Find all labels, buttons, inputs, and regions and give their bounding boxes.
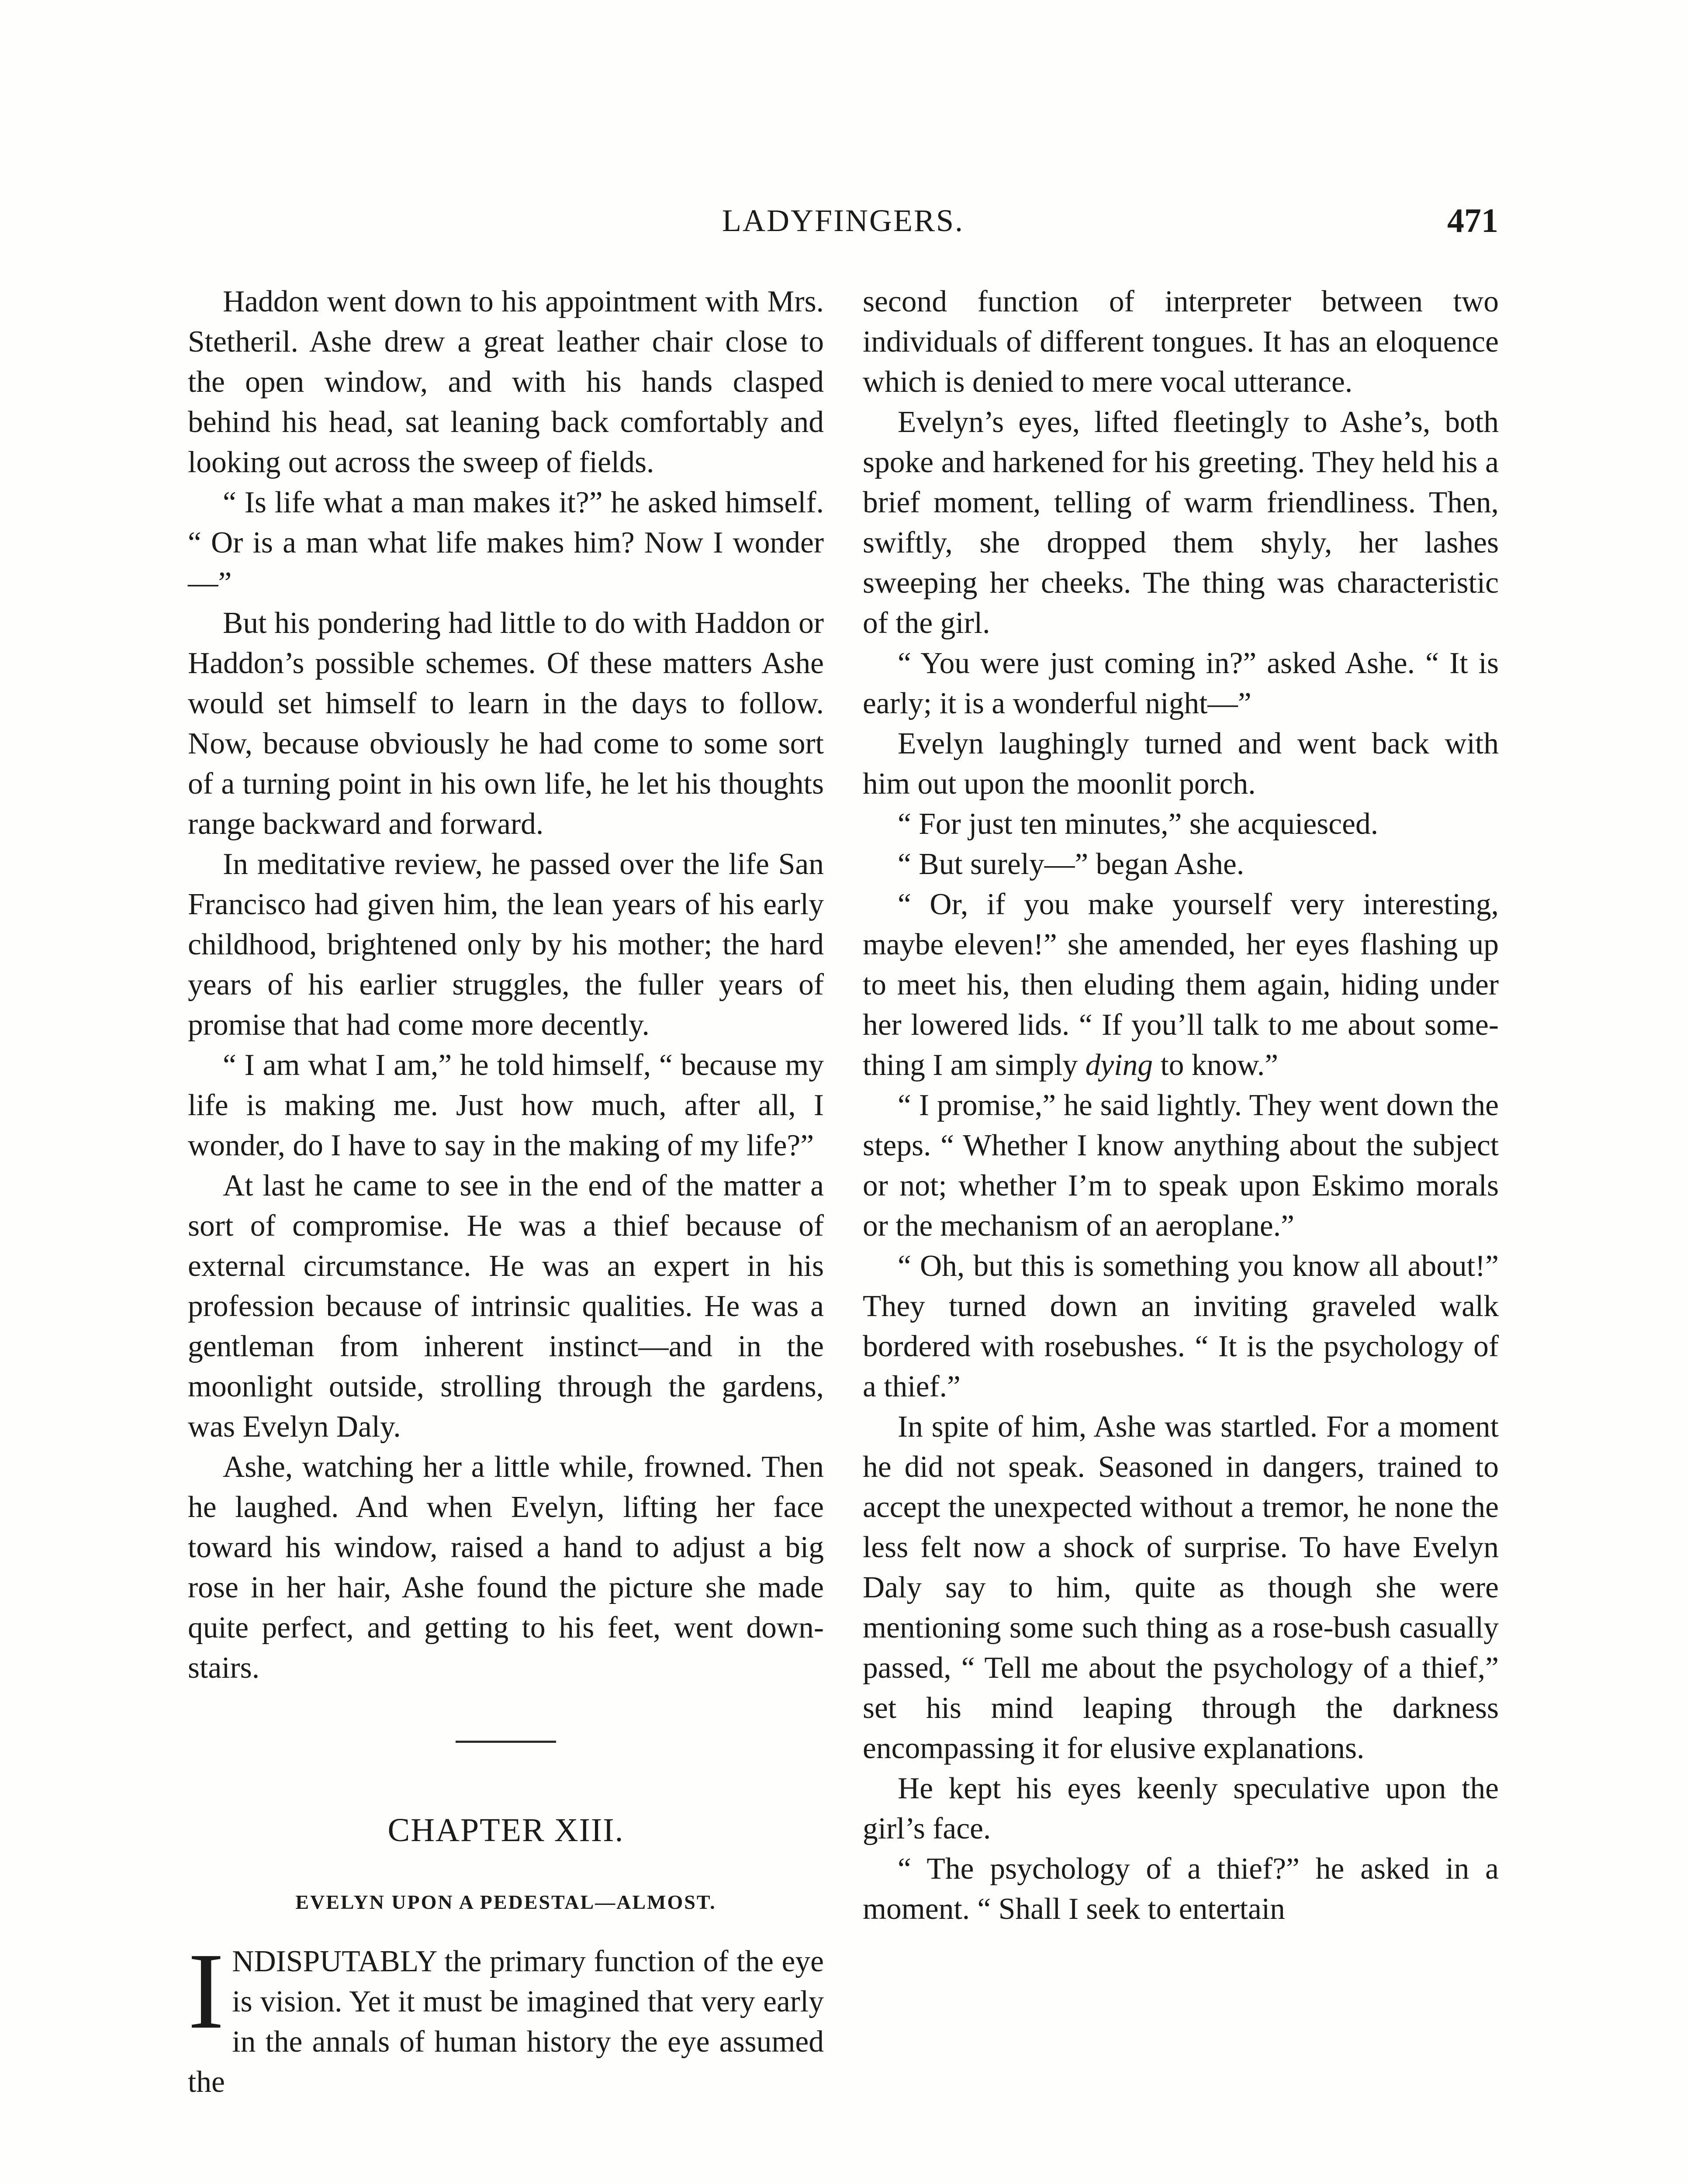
paragraph: “ For just ten minutes,” she acquiesced. xyxy=(898,807,1379,841)
section-divider xyxy=(456,1741,556,1743)
left-column xyxy=(188,282,824,2102)
paragraph: “ I promise,” he said lightly. They went down the steps. “ Whether I know anything about the subject or not; whether I’m to speak upon Eskimo morals or the mechanism of an aeroplane.” xyxy=(863,1089,1499,1243)
opening-text: NDISPUTABLY the primary function of the eye is vision. Yet it must be imagined that very early in the annals of human history the eye assumed the xyxy=(188,1945,824,2099)
paragraph: “ The psychology of a thief?” he asked in a moment. “ Shall I seek to entertain xyxy=(863,1852,1499,1926)
page-number: 471 xyxy=(1447,201,1498,239)
emphasized-word: dying xyxy=(1085,1048,1153,1082)
chapter-opening-paragraph xyxy=(188,1931,824,2102)
right-column xyxy=(863,282,1499,1929)
paragraph: At last he came to see in the end of the matter a sort of compromise. He was a thief because of external circumstance. He was an expert in his profession because of intrinsic qualities. He was a gentleman from inherent instinct—and in the moonlight outside, strolling through the gardens, was Evelyn Daly. xyxy=(188,1169,824,1444)
paragraph: “ Oh, but this is something you know all about!” They turned down an inviting graveled walk bordered with rosebushes. “ It is the psychology of a thief.” xyxy=(863,1249,1499,1403)
running-title: LADYFINGERS. xyxy=(722,203,964,238)
running-head xyxy=(188,197,1498,245)
drop-cap: I xyxy=(188,1931,225,2052)
paragraph: Haddon went down to his appointment with Mrs. Stetheril. Ashe drew a great leather chair close to the open window, and with his hands clasped behind his head, sat leaning back comfortably and looking out across the sweep of fields. xyxy=(188,285,824,479)
paragraph: He kept his eyes keenly speculative upon the girl’s face. xyxy=(863,1772,1499,1845)
paragraph-text: to know.” xyxy=(1153,1048,1279,1082)
paragraph-text: “ Or, if you make yourself very interesting, maybe eleven!” she amended, her eyes flashing up to meet his, then eluding them again, hiding under her lowered lids. “ If you’ll talk to me about something I am simply xyxy=(863,888,1499,1082)
paragraph xyxy=(863,885,1499,1085)
paragraph: But his pondering had little to do with Haddon or Haddon’s possible schemes. Of these matters Ashe would set himself to learn in the days to follow. Now, because obviously he had come to some sort of a turning point in his own life, he let his thoughts range backward and forward. xyxy=(188,606,824,841)
paragraph: In meditative review, he passed over the life San Francisco had given him, the lean years of his early childhood, brightened only by his mother; the hard years of his earlier struggles, the fuller years of promise that had come more decently. xyxy=(188,847,824,1042)
paragraph: Evelyn’s eyes, lifted fleetingly to Ashe’s, both spoke and harkened for his greeting. They held his a brief moment, telling of warm friendliness. Then, swiftly, she dropped them shyly, her lashes sweeping her cheeks. The thing was characteristic of the girl. xyxy=(863,405,1499,640)
paragraph: “ I am what I am,” he told himself, “ because my life is making me. Just how much, after all, I wonder, do I have to say in the making of my life?” xyxy=(188,1048,824,1162)
paragraph: Evelyn laughingly turned and went back with him out upon the moonlit porch. xyxy=(863,727,1499,801)
chapter-subtitle: EVELYN UPON A PEDESTAL—ALMOST. xyxy=(295,1891,716,1913)
paragraph: “ You were just coming in?” asked Ashe. “ It is early; it is a wonderful night—” xyxy=(863,646,1499,720)
paragraph: In spite of him, Ashe was startled. For a moment he did not speak. Seasoned in dangers, trained to accept the unexpected without a tremor, he none the less felt now a shock of surprise. To have Evelyn Daly say to him, quite as though she were mentioning some such thing as a rose-bush casually passed, “ Tell me about the psychology of a thief,” set his mind leaping through the darkness encompassing it for elusive explanations. xyxy=(863,1410,1499,1765)
paragraph: “ Is life what a man makes it?” he asked himself. “ Or is a man what life makes him? Now I wonder—” xyxy=(188,486,824,600)
paragraph: Ashe, watching her a little while, frowned. Then he laughed. And when Evelyn, lifting her face toward his window, raised a hand to adjust a big rose in her hair, Ashe found the picture she made quite perfect, and getting to his feet, went down-stairs. xyxy=(188,1450,824,1685)
paragraph-continuation: second function of interpreter between two individuals of different tongues. It has an eloquence which is denied to mere vocal utterance. xyxy=(863,285,1499,399)
chapter-heading: CHAPTER XIII. xyxy=(387,1812,624,1849)
paragraph: “ But surely—” began Ashe. xyxy=(898,847,1245,881)
